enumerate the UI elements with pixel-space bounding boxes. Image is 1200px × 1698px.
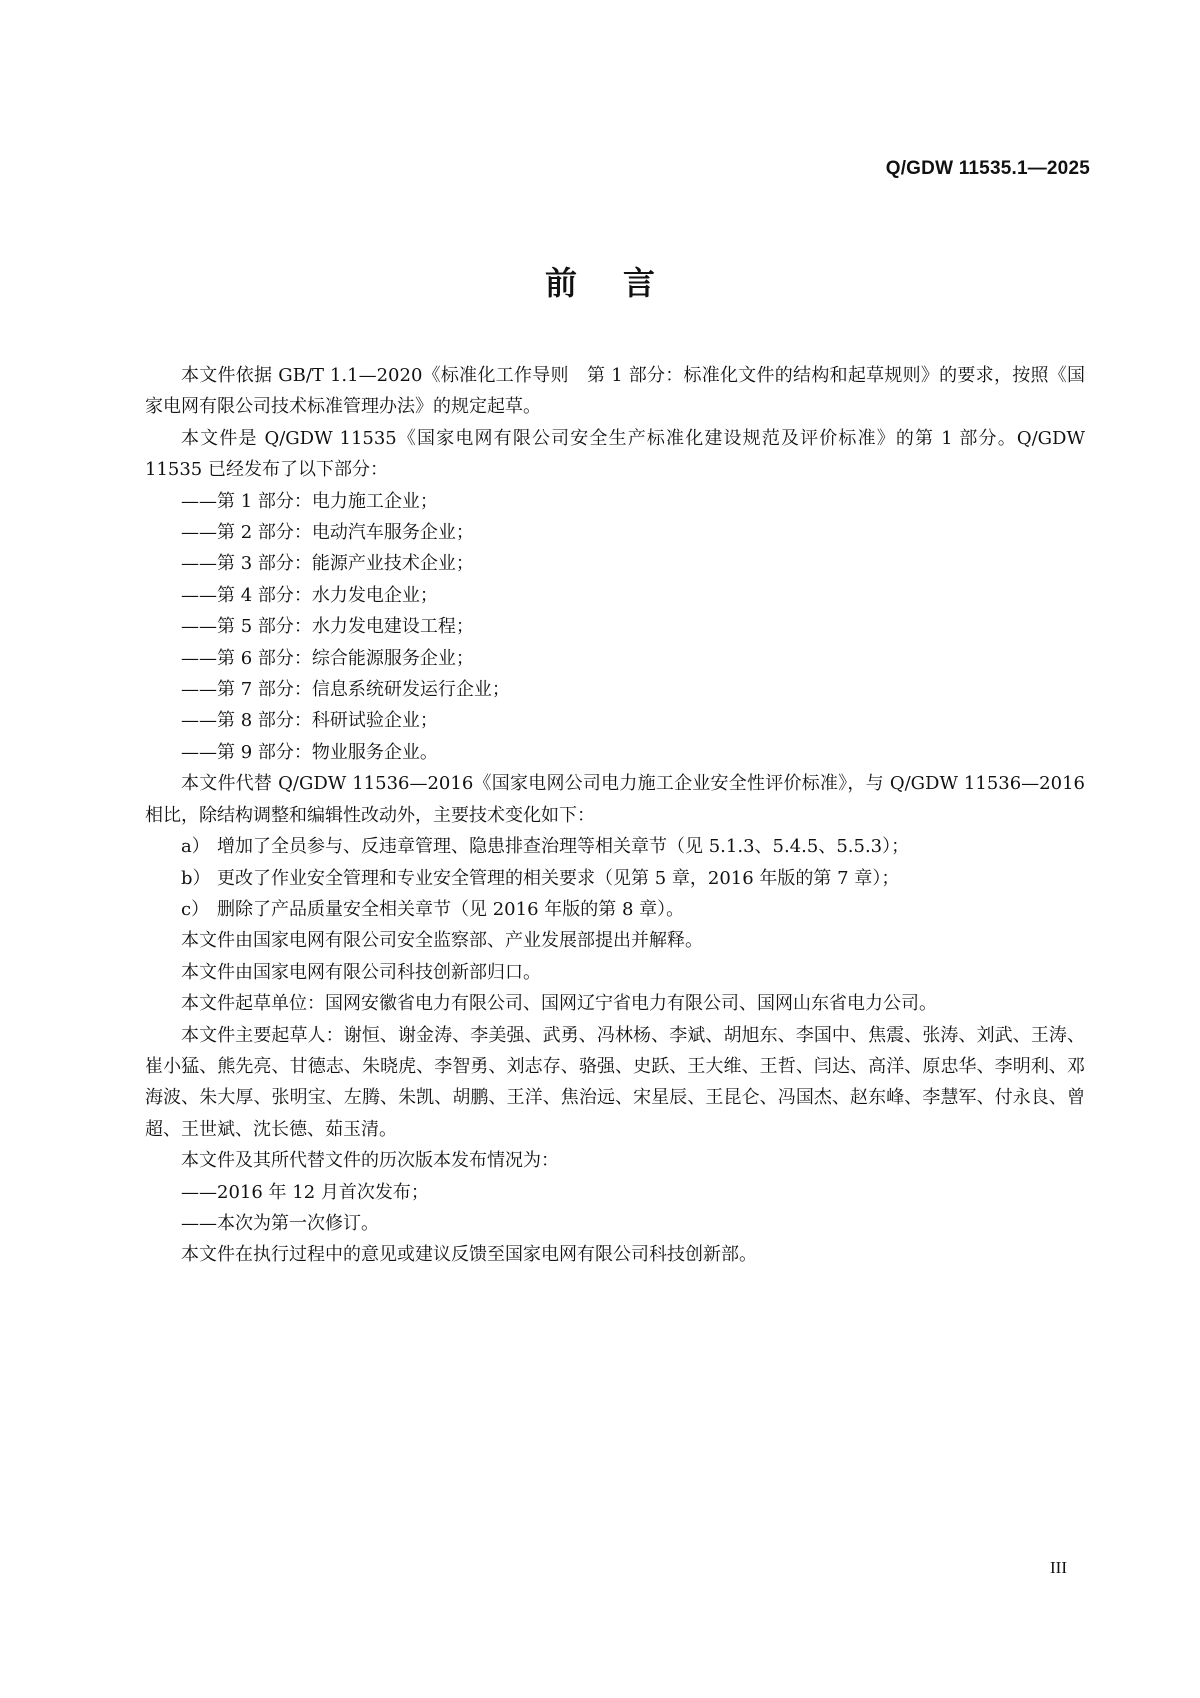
change-marker: b） (181, 867, 211, 889)
change-text: 更改了作业安全管理和专业安全管理的相关要求（见第 5 章，2016 年版的第 7 章）； (217, 867, 900, 889)
history-item: ——本次为第一次修订。 (181, 1212, 379, 1234)
part-item: ——第 4 部分：水力发电企业； (181, 584, 438, 606)
change-item (145, 894, 1085, 925)
change-item (145, 831, 1085, 862)
page-number: III (1050, 1558, 1067, 1577)
paragraph-basis: 本文件依据 GB/T 1.1—2020《标准化工作导则 第 1 部分：标准化文件的结构和起草规则》的要求，按照《国家电网有限公司技术标准管理办法》的规定起草。 (145, 365, 1085, 418)
part-item: ——第 1 部分：电力施工企业； (181, 490, 438, 512)
paragraph-history-intro: 本文件及其所代替文件的历次版本发布情况为： (181, 1150, 559, 1172)
part-item: ——第 3 部分：能源产业技术企业； (181, 553, 474, 575)
change-item (145, 863, 1085, 894)
paragraph-proposer: 本文件由国家电网有限公司安全监察部、产业发展部提出并解释。 (181, 930, 703, 952)
page-title: 前言 (544, 264, 701, 302)
paragraph-feedback: 本文件在执行过程中的意见或建议反馈至国家电网有限公司科技创新部。 (181, 1244, 757, 1266)
part-item: ——第 7 部分：信息系统研发运行企业； (181, 679, 510, 701)
change-text: 增加了全员参与、反违章管理、隐患排查治理等相关章节（见 5.1.3、5.4.5、5.5.3）； (217, 836, 910, 858)
history-item: ——2016 年 12 月首次发布； (181, 1181, 429, 1203)
part-item: ——第 9 部分：物业服务企业。 (181, 741, 438, 763)
part-item: ——第 2 部分：电动汽车服务企业； (181, 522, 474, 544)
document-body (145, 360, 1085, 1271)
document-code: Q/GDW 11535.1—2025 (885, 158, 1090, 179)
paragraph-replacement: 本文件代替 Q/GDW 11536—2016《国家电网公司电力施工企业安全性评价标准》，与 Q/GDW 11536—2016 相比，除结构调整和编辑性改动外，主要技术变化如下： (145, 773, 1085, 826)
change-text: 删除了产品质量安全相关章节（见 2016 年版的第 8 章）。 (217, 898, 685, 920)
part-item: ——第 8 部分：科研试验企业； (181, 710, 438, 732)
paragraph-drafters: 本文件主要起草人：谢恒、谢金涛、李美强、武勇、冯林杨、李斌、胡旭东、李国中、焦震、张涛、刘武、王涛、崔小猛、熊先亮、甘德志、朱晓虎、李智勇、刘志存、骆强、史跃、王大维、王哲、闫达、高洋、原忠华、李明利、邓海波、朱大厚、张明宝、左腾、朱凯、胡鹏、王洋、焦治远、宋星辰、王昆仑、冯国杰、赵东峰、李慧军、付永良、曾超、王世斌、沈长德、茹玉清。 (145, 1024, 1085, 1140)
part-item: ——第 5 部分：水力发电建设工程； (181, 616, 474, 638)
paragraph-administrator: 本文件由国家电网有限公司科技创新部归口。 (181, 961, 541, 983)
change-marker: c） (181, 898, 210, 920)
part-item: ——第 6 部分：综合能源服务企业； (181, 647, 474, 669)
paragraph-series: 本文件是 Q/GDW 11535《国家电网有限公司安全生产标准化建设规范及评价标准》的第 1 部分。Q/GDW 11535 已经发布了以下部分： (145, 427, 1085, 481)
paragraph-drafting-units: 本文件起草单位：国网安徽省电力有限公司、国网辽宁省电力有限公司、国网山东省电力公司。 (181, 993, 937, 1015)
change-marker: a） (181, 836, 210, 858)
